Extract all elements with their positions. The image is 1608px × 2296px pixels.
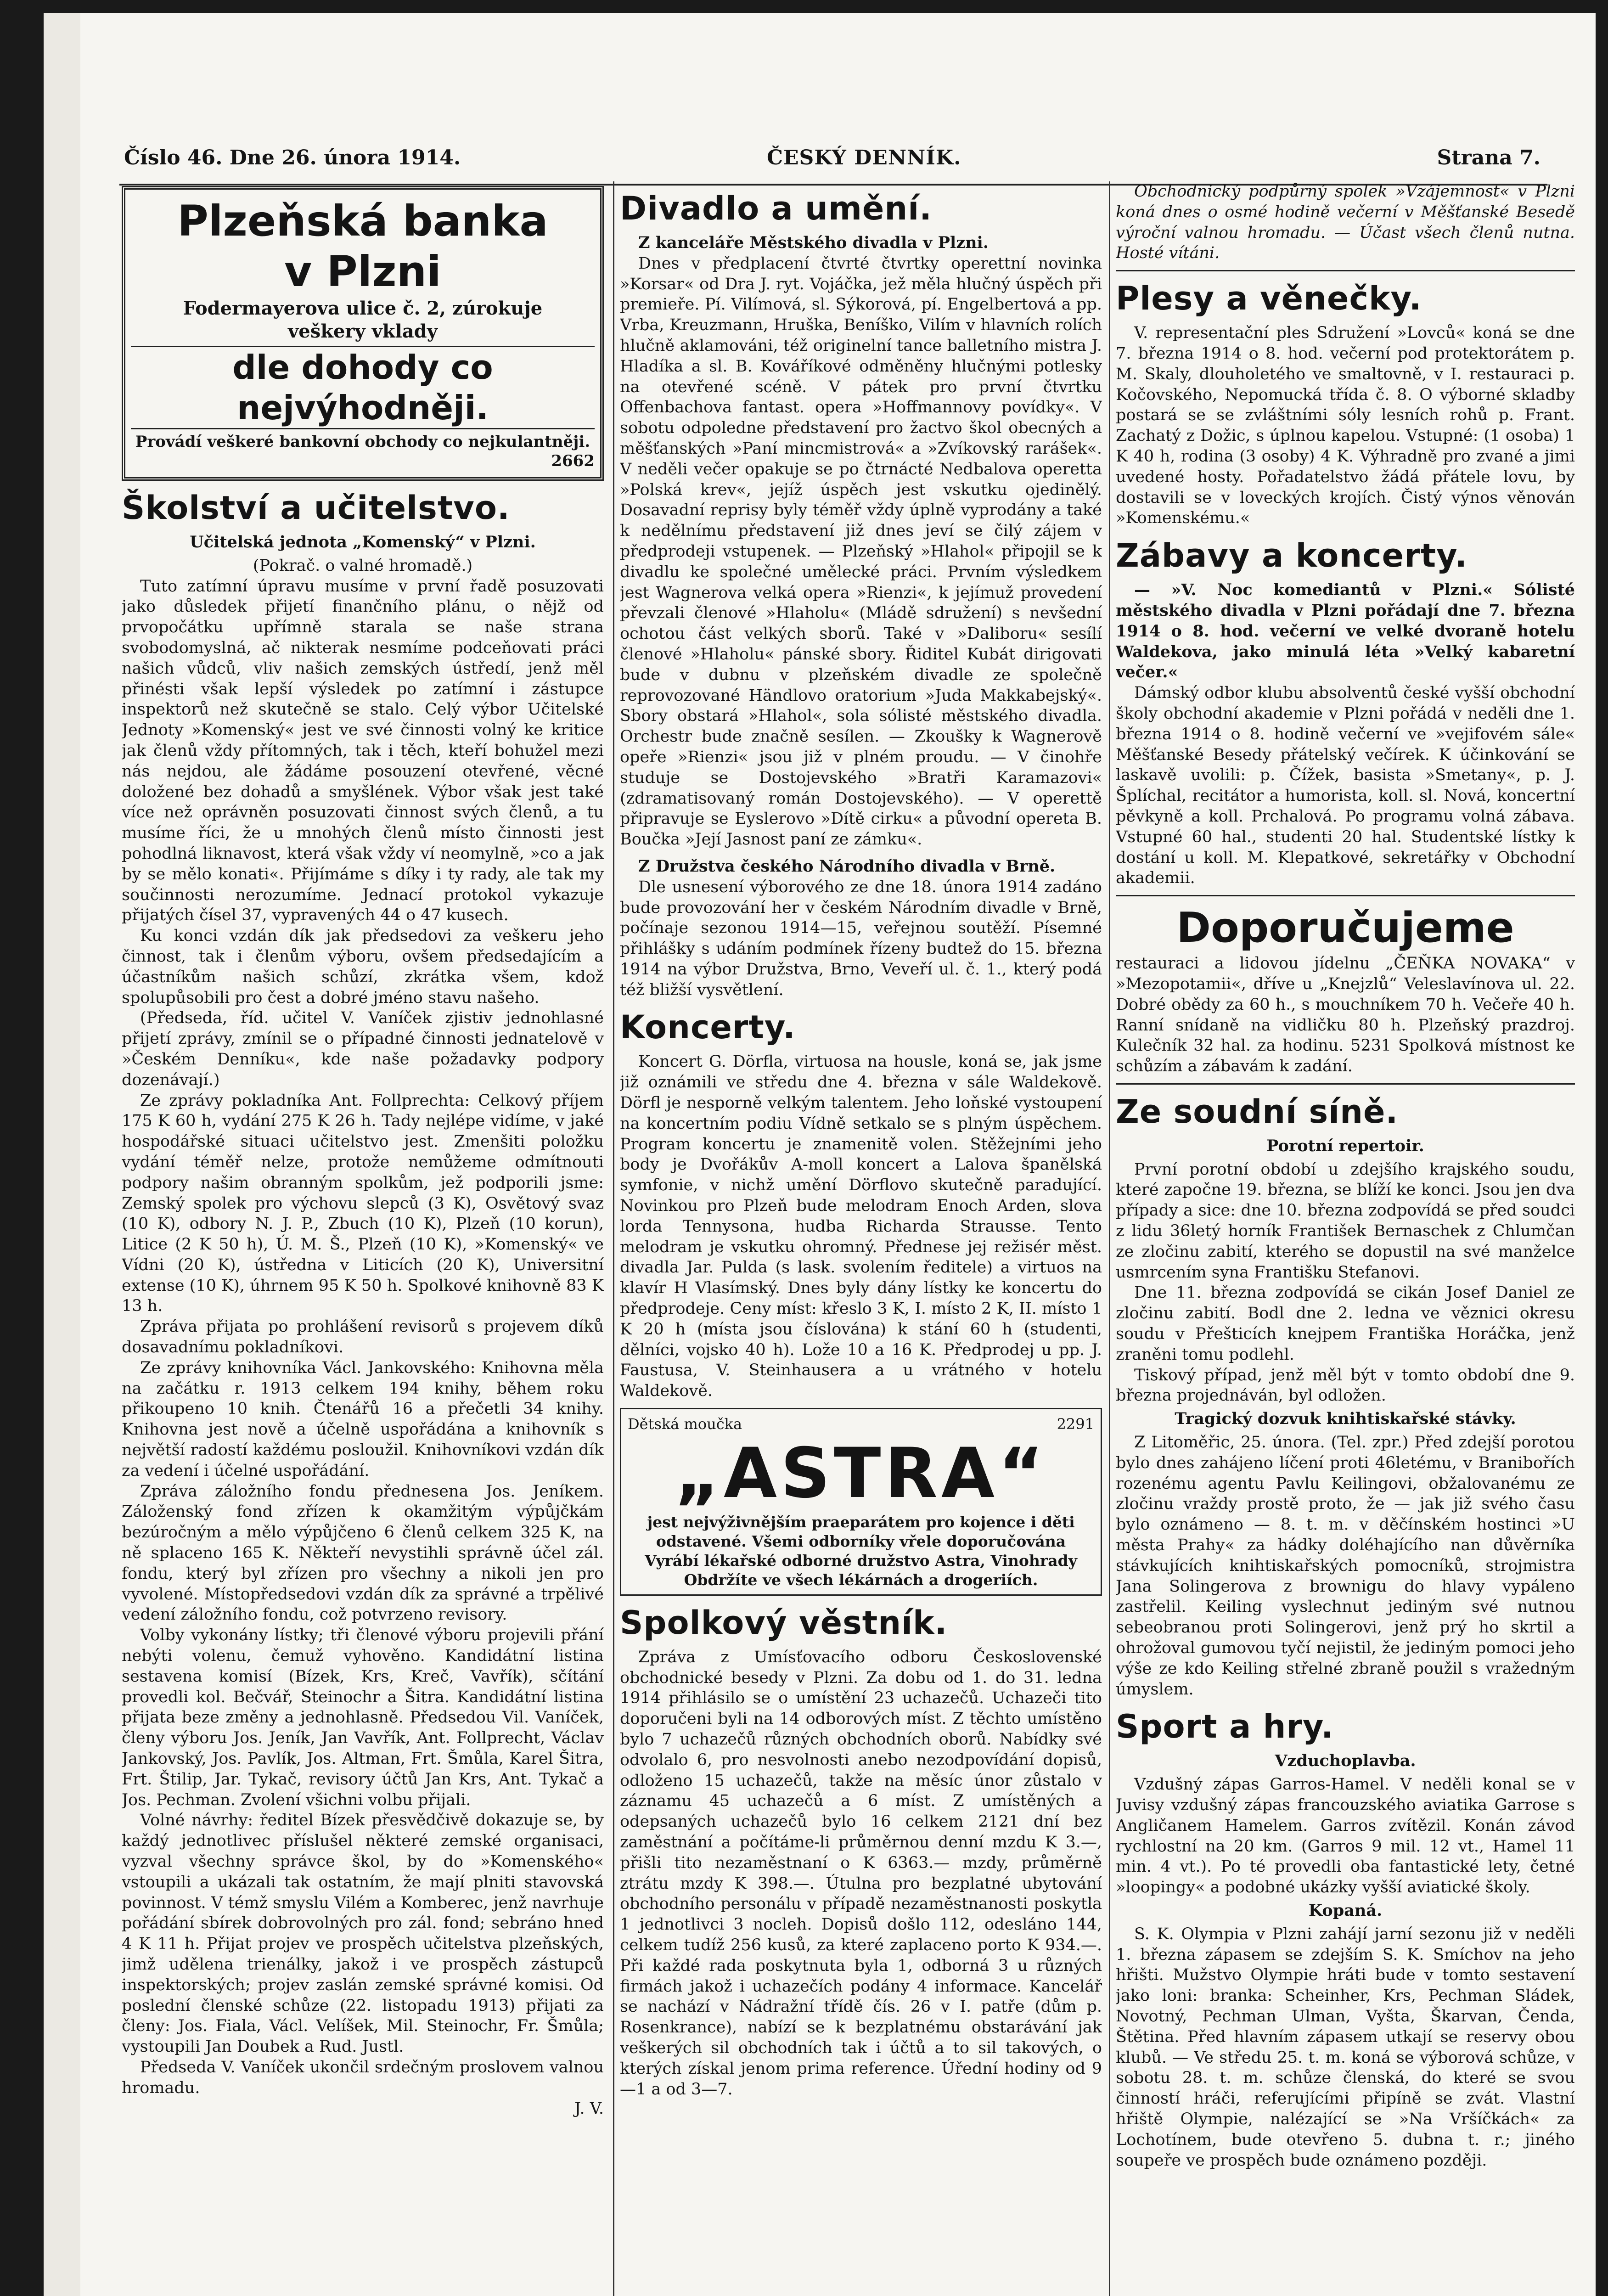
paragraph: S. K. Olympia v Plzni zahájí jarní sezonu již v neděli 1. března zápasem se zdejším S. K. Smíchov na jeho hřišti. Mužstvo Olympie hráti bude v tomto sestavení jako loni: branka: Scheinher, Krs, Pechman Sládek, Novotný, Pechman Ulman, Vyšta, Škarvan, Čenda, Štětina. Před hlavním zápasem utkají se reservy obou klubů. — Ve středu 25. t. m. koná se výborová schůze, v sobotu 28. t. m. schůze členská, do které se svou činností hráči, referujícími připíně se zvát. Vlastní hřiště Olympie, nalézající se »Na Vršíčkách« za Lochotínem, bude otevřeno 5. dubna t. r.; jiného soupeře ve prospěch bude oznámeno později. [1116, 1925, 1575, 2170]
column-2 [620, 181, 1102, 2296]
article-subheading: Kopaná. [1308, 1901, 1383, 1920]
newspaper-title: ČESKÝ DENNÍK. [767, 146, 961, 169]
paragraph: Dnes v předplacení čtvrté čtvrtky operettní novinka »Korsar« od Dra J. ryt. Vojáčka, jež měla hlučný úspěch při premieře. Pí. Vilímová, sl. Sýkorová, pí. Engelbertová a pp. Vrba, Kreuzmann, Hruška, Beníško, Vilím v hlavních rolích hlučně aklamováni, též originelní tance balletního mistra J. Hladíka a sl. B. Kováříkové odměněny hlučnými potlesky na otevřené scéně. V pátek pro první čtvrtku Offenbachova fantast. opera »Hoffmannovy povídky«. V sobotu odpoledne představení pro žactvo škol obecných a měšťanských »Paní mincmistrová« a »Zvíkovský rarášek«. V neděli večer opakuje se po čtrnácté Nedbalova operetta »Polská krev«, jejíž úspěch jest vskutku ojedinělý. Dosavadní reprisy byly téměř vždy úplně vyprodány a také k nedělnímu představení již dnes jeví se čilý zájem v předprodeji vstupenek. — Plzeňský »Hlahol« připojil se k divadlu ke společné umělecké práci. Prvním výsledkem jest Wagnerova velká opera »Rienzi«, k jejímuž provedení převzali členové »Hlaholu« (Mládě sdružení) s nevšední ochotou část velkých sborů. Také v »Daliboru« sesílí členové »Hlaholu« pánské sbory. Řiditel Kubát dirigovati bude v dubnu v plzeňském divadle ze společně reprovozované Händlovo oratorium »Juda Makkabejský«. Sbory obstará »Hlahol«, sola sólisté městského divadla. Orchestr bude značně sesílen. — Zkoušky k Wagnerově opeře »Rienzi« jsou již v plném proudu. — V činohře studuje se Dostojevského »Bratři Karamazovi« (zdramatisovaný román Dostojevského). — V operettě připravuje se Eyslerovo »Dítě cirku« a původní opereta B. Boučka »Její Jasnost paní ze zámku«. [620, 254, 1102, 849]
paragraph: Tuto zatímní úpravu musíme v první řadě posuzovati jako důsledek přijetí finančního plánu, o nějž od prvopočátku upřímně starala se naše strana svobodomyslná, ač nikterak nesmíme podceňovati práci našich vůdců, vliv našich zemských ústředí, jenž měl přinésti však lepší výsledek po zatímní i zástupce inspektorů než skutečně se stalo. Celý výbor Učitelské Jednoty »Komenský« jest ve své činnosti volný ke kritice jak členů vždy přítomných, tak i těch, kteří bohužel mezi nás nejdou, ale žádáme posouzení otevřené, věcné doložené bez dohadů a smyšlének. Výbor však jest také více než oprávněn posuzovati činnost svých členů, a tu musíme říci, že u mnohých členů místo činnosti jest pohodlná liknavost, která však vždy ví neomylně, »co a jak by se mělo konati«. Přijímáme s díky i ty rady, ale tak my součinnosti nerozumíme. Jednací protokol vykazuje přijatých čísel 37, vypravených 44 o 47 kusech. [122, 577, 604, 925]
article-subheading: Vzduchoplavba. [1275, 1751, 1416, 1771]
column-rule-2 [1109, 181, 1110, 2296]
paragraph: Ze zprávy pokladníka Ant. Follprechta: Celkový příjem 175 K 60 h, vydání 275 K 26 h. Tady nejlépe vidíme, v jaké hospodářské situaci učitelstvo jest. Zmenšiti položku vydání téměř nelze, protože nemůžeme odmítnouti podpory našim obranným spolkům, jež podporili jsme: Zemský spolek pro výchovu slepců (3 K), Osvětový svaz (10 K), odbory N. J. P., Zbuch (10 K), Plzeň (10 korun), Litice (2 K 50 h), Ú. M. Š., Plzeň (10 K), »Komenský« ve Vídni (20 K), ústředna v Liticích (20 K), Universitní extense (10 K), úhrnem 95 K 50 h. Spolkové knihovně 83 K 13 h. [122, 1091, 604, 1316]
paragraph: Z Litoměřic, 25. února. (Tel. zpr.) Před zdejší porotou bylo dnes zahájeno líčení proti 46letému, v Branibořích rozenému agentu Pavlu Keilingovi, obžalovanému ze zločinu vraždy prostě proto, že — jak již svého času bylo oznámeno — 8. t. m. v děčínském hostinci »U města Prahy« za hádky doléhajícího nan důvěrníka stávkujících knihtiskařských pomocníků, strojmistra Jana Solingerova z brownigu do hlavy vypáleno zastřelil. Keiling vyslechnut jediným své nutnou sebeobranou proti Solingerovi, jenž prý ho skrtil a ohrožoval gumovou tyčí nejistil, že jediným pomoci jeho výše ze kdo Keiling střelné zbraně použil s vražedným úmyslem. [1116, 1433, 1575, 1699]
article-title: Z kanceláře Městského divadla v Plzni. [638, 233, 989, 252]
paragraph: Volné návrhy: ředitel Bízek přesvědčivě dokazuje se, by každý jednotlivec příslušel některé zemské organisaci, vyzval všechny správce škol, by do »Komenského« vstoupili a ukázali tak ostatním, že mají plniti stavovská povinnost. V témž smyslu Vilém a Komberec, jenž navrhuje pořádání sbírek dobrovolných pro zál. fond; sebráno hned 4 K 11 h. Přijat projev ve prospěch učitelstva plzeňských, jimž udělena trienálky, jakož i ve prospěch zástupců inspektorských; projev zaslán zemské správné komisi. Od poslední členské schůze (22. listopadu 1913) přijati za členy: Jos. Fiala, Václ. Velíšek, Mil. Steinochr, Fr. Šmůla; vystoupili Jan Doubek a Rud. Justl. [122, 1811, 604, 2056]
paragraph: První porotní období u zdejšího krajského soudu, které započne 19. března, se blíží ke konci. Jsou jen dva případy a sice: dne 10. března zodpovídá se před soudci z lidu 36letý horník František Bernaschek z Chlumčan ze zločinu zabití, kterého se dopustil na své manželce usmrcením syna Františku Stefanovi. [1116, 1160, 1575, 1282]
paragraph: Dne 11. března zodpovídá se cikán Josef Daniel ze zločinu zabití. Bodl dne 2. ledna ve věznici okresu soudu v Přešticích knejpem Františka Horáčka, jenž zraněni tomu podlehl. [1116, 1283, 1575, 1364]
issue-date: Číslo 46. Dne 26. února 1914. [124, 146, 461, 169]
paragraph: (Předseda, říd. učitel V. Vaníček zjistiv jednohlasné přijetí zprávy, zmínil se o případné činnosti jednatelově v »Českém Denníku«, kde naše požadavky podpory dozenávají.) [122, 1009, 604, 1089]
separator [1116, 1083, 1575, 1085]
column-rule-1 [613, 181, 614, 2296]
paragraph: Ku konci vzdán dík jak předsedovi za veškeru jeho činnost, tak i členům výboru, ovšem předsedajícím a účastníkům našich schůzí, zkrátka všem, kdož spolupůsobili pro čest a dobré jméno stavu našeho. [122, 927, 604, 1007]
section-heading-theatre: Divadlo a umění. [620, 190, 932, 227]
bank-title-1: Plzeňská banka [177, 197, 548, 246]
article-subheading: Porotní repertoir. [1266, 1136, 1424, 1155]
article-subheading: Tragický dozvuk knihtiskařské stávky. [1175, 1409, 1516, 1429]
paragraph: Dámský odbor klubu absolventů české vyšší obchodní školy obchodní akademie v Plzni pořádá v neděli dne 1. března 1914 o 8. hodině večerní ve »vejifovém sále« Měšťanské Besedy přátelský večírek. K účinkování se laskavě uvolili: p. Čížek, basista »Smetany«, p. J. Šplíchal, recitátor a humorista, koll. sl. Nová, koncertní pěvkyně a koll. Prchalová. Po programu volná zábava. Vstupné 60 hal., studenti 20 hal. Studentské lístky k dostání u koll. M. Klepatkové, sekretářky v Obchodní akademii. [1116, 684, 1575, 888]
article-subheading: Učitelská jednota „Komenský“ v Plzni. [190, 533, 536, 551]
paragraph: Ze zprávy knihovníka Václ. Jankovského: Knihovna měla na začátku r. 1913 celkem 194 knihy, během roku přikoupeno 10 knih. Čtenářů 16 a přečetli 34 knihy. Knihovna jest nově a účelně uspořádána a knihovník s největší radostí každému posloužil. Knihovníkovi vzdán dík za vedení i účelné uspořádání. [122, 1358, 604, 1480]
separator [1116, 270, 1575, 271]
paragraph: Vzdušný zápas Garros-Hamel. V neděli konal se v Juvisy vzdušný zápas francouzského aviatika Garrose s Angličanem Hamelem. Garros zvítězil. Konán závod rychlostní na 20 km. (Garros 9 mil. 12 vt., Hamel 11 min. 4 vt.). Po té provedli oba fantastické lety, četné »loopingy« a podobné ukázky vyšší aviatické školy. [1116, 1775, 1575, 1897]
paragraph: — »V. Noc komediantů v Plzni.« Sólisté městského divadla v Plzni pořádají dne 7. března 1914 o 8. hod. večerní ve velké dvoraně hotelu Waldekova, jako minulá léta »Velký kabaretní večer.« [1116, 580, 1575, 682]
astra-advertisement [620, 1408, 1102, 1596]
bank-address: Fodermayerova ulice č. 2, zúrokuje [183, 298, 543, 319]
paragraph: Zpráva záložního fondu přednesena Jos. Jeníkem. Záloženský fond zřízen k okamžitým výpůjčkám bezúročným a mělo výpůjčeno 6 členů celkem 325 K, na ně splaceno 165 K. Někteří nevystihli správně účel zál. fondu, který byl zřízen pro všechny a nikoli jen pro vyvolené. Místopředsedovi vzdán dík za správné a trpělivé vedení záložního fondu, což potvrzeno revisory. [122, 1482, 604, 1624]
article-note: (Pokrač. o valné hromadě.) [253, 556, 473, 575]
astra-brand: „ASTRA“ [675, 1433, 1047, 1514]
bank-advertisement [122, 186, 604, 481]
paragraph: Volby vykonány lístky; tři členové výboru projevili přání nebýti volenu, čemuž vyhověno. Kandidátní listina sestavena komisí (Bízek, Krs, Kreč, Vavřík), sčítání provedli kol. Bečvář, Steinochr a Šitra. Kandidátní listina přijata beze změny a jednohlasně. Předsedou Vil. Vaníček, členy výboru Jos. Jeník, Jan Vavřík, Ant. Follprecht, Václav Jankovský, Jos. Pavlík, Jos. Altman, Frt. Šmůla, Karel Šitra, Frt. Štilip, Jar. Tykač, revisory účtů Jan Krs, Ant. Tykač a Jos. Pechman. Zvolení všichni volbu přijali. [122, 1626, 604, 1809]
section-heading-sport: Sport a hry. [1116, 1708, 1334, 1746]
separator [1116, 895, 1575, 896]
recommend-title: Doporučujeme [1176, 904, 1514, 952]
paragraph: Obchodnický podpůrný spolek »Vzájemnost« v Plzni koná dnes o osmé hodině večerní v Měšťanské Besedě výroční valnou hromadu. — Účast všech členů nutna. Hosté vítáni. [1116, 182, 1575, 263]
astra-ad-code: 2291 [1057, 1415, 1094, 1433]
paragraph: Zpráva z Umísťovacího odboru Československé obchodnické besedy v Plzni. Za dobu od 1. do 31. ledna 1914 přihlásilo se o umístění 23 uchazečů. Uchazeči tito doporučeni byli na 14 odborových míst. Z těchto umístěno bylo 7 uchazečů různých obchodních oborů. Nabídky své odvolalo 6, pro nesvolnosti anebo nezodpovídání dopisů, odloženo 15 uchazečů, takže na měsíc únor zůstalo v záznamu 45 uchazečů a 6 míst. Z umístěných a odepsaných uchazečů bylo 16 celkem 2121 dní bez zaměstnání a počítáme-li průměrnou denní mzdu K 3.—, přišli tito nezaměstnaní o K 6363.— mzdy, průměrně ztrátu mzdy K 398.—. Útulna pro bezplatné ubytování obchodního personálu v případě nezaměstnanosti poskytla 1 jednotlivci 3 nocleh. Dopisů došlo 112, odesláno 144, celkem tudíž 256 kusů, za které zaplaceno porto K 934.—. Při každé rada poskytnuta byla 1, odborná 3 u různých firmách jakož i uchazečích podány 4 informace. Kancelář se nachází v Nádražní třídě čís. 26 v I. patře (dům p. Rosenkrance), nabízí se k bezplatnému obstarávání jak veškerých sil obchodních tak i účtů a to sil takových, o kterých získal jenom prima reference. Úřední hodiny od 9—1 a od 3—7. [620, 1648, 1102, 2099]
paragraph: Koncert G. Dörfla, virtuosa na housle, koná se, jak jsme již oznámili ve středu dne 4. března v sále Waldekově. Dörfl je nesporně velkým talentem. Jeho loňské vystoupení na koncertním podiu Vídně setkalo se s plným úspěchem. Program koncertu je znamenitě volen. Stěžejními jeho body je Dvořákův A-moll koncert a Lalova španělská symfonie, v nichž umění Dörflovo skutečně paradující. Novinkou pro Plzeň bude melodram Enoch Arden, slova lorda Tennysona, hudba Richarda Strausse. Tento melodram je vskutku ohromný. Přednese jej režisér měst. divadla Jar. Pulda (s lask. svolením ředitele) a virtuos na klavír H Vlasímský. Dnes byly dány lístky ke koncertu do předprodeje. Ceny míst: křeslo 3 K, I. místo 2 K, II. místo 1 K 20 h (místa jsou číslována) k stání 60 h (studenti, dělníci, vojsko 40 h). Lože 10 a 16 K. Předprodej u pp. J. Faustusa, V. Steinhausera a u vrátného v hotelu Waldekově. [620, 1052, 1102, 1401]
page-header [124, 146, 1541, 174]
section-heading-court: Ze soudní síně. [1116, 1092, 1399, 1131]
astra-description: jest nejvýživnějším praeparátem pro kojence i děti odstavené. Všemi odborníky vřele doporučována Vyrábí lékařské odborné družstvo Astra, Vinohrady Obdržíte ve všech lékárnách a drogeriích. [645, 1513, 1077, 1589]
paragraph: Zpráva přijata po prohlášení revisorů s projevem díků dosavadnímu pokladníkovi. [122, 1317, 604, 1357]
section-heading-clubs: Spolkový věstník. [620, 1604, 948, 1642]
column-3 [1116, 181, 1575, 2296]
bank-deposits: veškery vklady [288, 321, 438, 342]
page-number: Strana 7. [1437, 146, 1541, 169]
paragraph: Dle usnesení výborového ze dne 18. února 1914 zadáno bude provozování her v českém Národním divadle v Brně, počínaje sezonou 1914—15, veřejnou soutěží. Písemné přihlášky s udáním podmínek řízeny budtež do 15. března 1914 na výbor Družstva, Brno, Veveří ul. č. 1., který podá též bližší vysvětlení. [620, 878, 1102, 999]
bank-title-2: v Plzni [284, 247, 441, 296]
section-heading-education: Školství a učitelstvo. [122, 489, 510, 527]
astra-ad-top [628, 1414, 1094, 1435]
column-1 [122, 181, 604, 2296]
article-title: Z Družstva českého Národního divadla v Brně. [638, 856, 1056, 876]
previous-page-edge [44, 13, 80, 2296]
article-signature: J. V. [574, 2099, 604, 2118]
section-heading-entertainment: Zábavy a koncerty. [1116, 537, 1467, 575]
section-heading-concerts: Koncerty. [620, 1008, 796, 1047]
restaurant-advertisement [1116, 903, 1575, 1077]
paragraph: Tiskový případ, jenž měl být v tomto období dne 9. března projednáván, byl odložen. [1116, 1366, 1575, 1405]
bank-ad-code: 2662 [551, 452, 595, 470]
paragraph: V. representační ples Sdružení »Lovců« koná se dne 7. března 1914 o 8. hod. večerní pod protektorátem p. M. Skaly, dlouholetého ve smaltovně, v I. restauraci p. Kočovského, Nepomucká třída č. 8. O výborné skladby postará se se zvláštními sóly lesních rohů p. Frant. Zachatý z Dožic, s úplnou kapelou. Vstupné: (1 osoba) 1 K 40 h, rodina (3 osoby) 4 K. Výhradně pro zvané a jimi uvedené hosty. Pořadatelstvo žádá přátele lovu, by dostavili se v loveckých krojích. Čistý výnos věnován »Komenskému.« [1116, 324, 1575, 528]
astra-ad-label: Dětská moučka [628, 1415, 742, 1433]
bank-services: Provádí veškeré bankovní obchody co nejkulantněji. [135, 433, 590, 451]
restaurant-ad-text: restauraci a lidovou jídelnu „ČEŇKA NOVAKA“ v »Mezopotamii«, dříve u „Knejzlů“ Veleslavínova ul. 22. Dobré obědy za 60 h., s mouchníkem 70 h. Večeře 40 h. Ranní snídaně na vidličku 80 h. Plzeňský prazdroj. Kulečník 32 hal. za hodinu. 5231 Spolková místnost ke schůzím a zábavám k zadání. [1116, 954, 1575, 1076]
paragraph: Předseda V. Vaníček ukončil srdečným proslovem valnou hromadu. [122, 2058, 604, 2097]
section-heading-balls: Plesy a věnečky. [1116, 280, 1422, 318]
bank-slogan: dle dohody co nejvýhodněji. [131, 346, 595, 429]
